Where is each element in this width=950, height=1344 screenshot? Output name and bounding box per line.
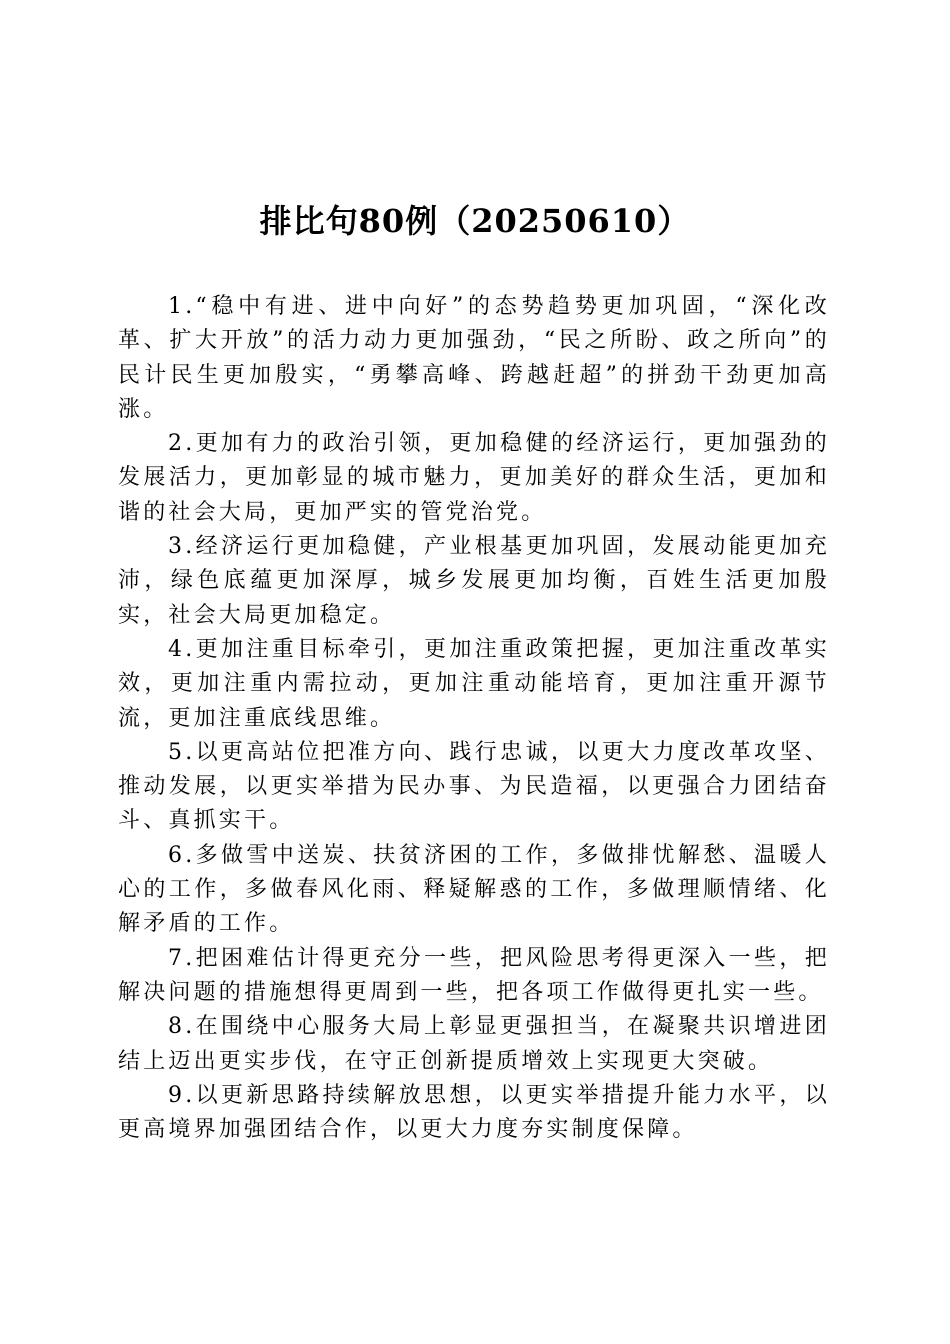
paragraph-4: 4.更加注重目标牵引，更加注重政策把握，更加注重改革实效，更加注重内需拉动，更加注重动能培育，更加注重开源节流，更加注重底线思维。 — [118, 636, 830, 731]
paragraph-9: 9.以更新思路持续解放思想，以更实举措提升能力水平，以更高境界加强团结合作，以更大力度夯实制度保障。 — [118, 1082, 830, 1143]
paragraph-6: 6.多做雪中送炭、扶贫济困的工作，多做排忧解愁、温暖人心的工作，多做春风化雨、释疑解惑的工作，多做理顺情绪、化解矛盾的工作。 — [118, 842, 830, 937]
paragraph-1: 1.“稳中有进、进中向好”的态势趋势更加巩固，“深化改革、扩大开放”的活力动力更加强劲，“民之所盼、政之所向”的民计民生更加殷实，“勇攀高峰、跨越赶超”的拼劲干劲更加高涨。 — [118, 294, 830, 422]
paragraph-5: 5.以更高站位把准方向、践行忠诚，以更大力度改革攻坚、推动发展，以更实举措为民办事、为民造福，以更强合力团结奋斗、真抓实干。 — [118, 739, 830, 834]
paragraph-8: 8.在围绕中心服务大局上彰显更强担当，在凝聚共识增进团结上迈出更实步伐，在守正创新提质增效上实现更大突破。 — [118, 1014, 830, 1074]
paragraph-3: 3.经济运行更加稳健，产业根基更加巩固，发展动能更加充沛，绿色底蕴更加深厚，城乡发展更加均衡，百姓生活更加殷实，社会大局更加稳定。 — [118, 534, 830, 628]
paragraph-7: 7.把困难估计得更充分一些，把风险思考得更深入一些，把解决问题的措施想得更周到一些，把各项工作做得更扎实一些。 — [118, 945, 830, 1005]
paragraph-2: 2.更加有力的政治引领，更加稳健的经济运行，更加强劲的发展活力，更加彰显的城市魅力，更加美好的群众生活，更加和谐的社会大局，更加严实的管党治党。 — [118, 431, 830, 525]
document-title: 排比句80例（20250610） — [259, 202, 691, 240]
document-body — [118, 290, 830, 1147]
